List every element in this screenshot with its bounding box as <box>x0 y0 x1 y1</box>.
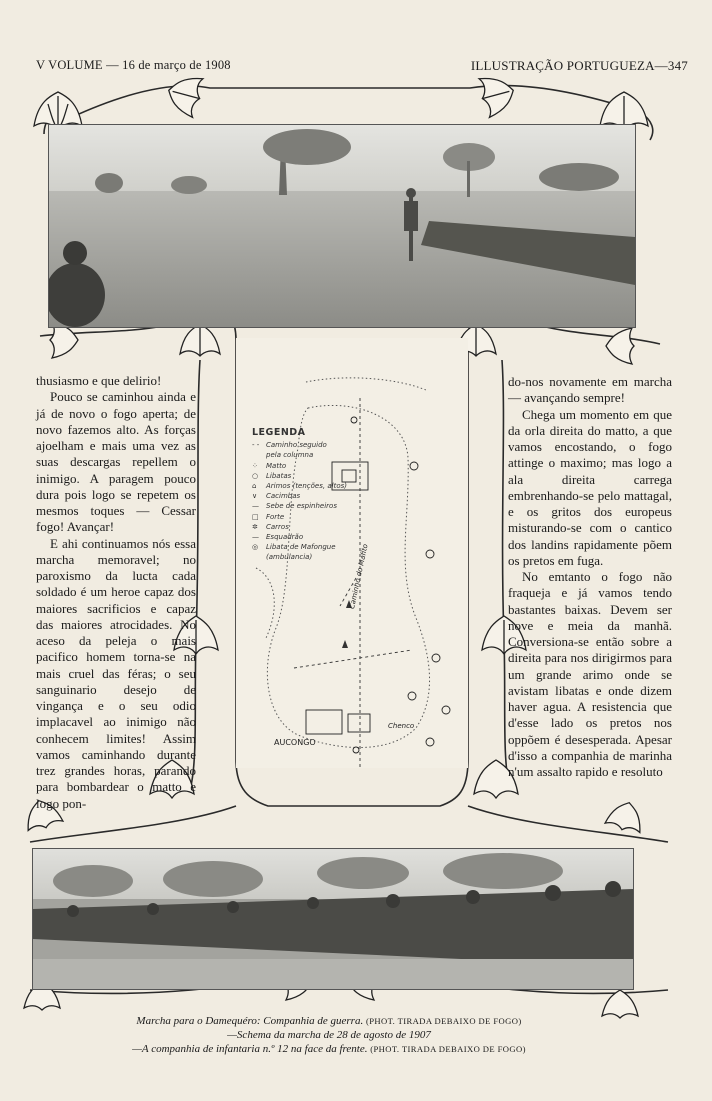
legend-title: LEGENDA <box>252 427 306 438</box>
paragraph: E ahi continuamos nós essa marcha memoravel; no paroxismo da lucta cada soldado é um heroe capaz dos maiores sacrificios e capaz das maiores atrocidades. No aceso da peleja o mais pacifico homem torna-se na mais cruel das féras; o seu sanguinario desejo de vingança e o seu odio implacavel ao inimigo não conhecem limites! Assim vamos caminhando durante trez grandes horas, parando para bombardear o matto e logo pon- <box>36 535 196 811</box>
paragraph: do-nos novamente em marcha — avançando sempre! <box>508 374 672 406</box>
paragraph: No emtanto o fogo não fraqueja e já vamos tendo bastantes baixas. Devem ser nove e meia da manhã. Conversiona-se então sobre a direita para nos dirigirmos para um grande arimo onde se avistam libatas e onde dizem haver agua. A resistencia que d'esse lado os pretos nos oppõem é desesperada. Apesar d'isso a companhia de marinha n'um assalto rapido e resoluto <box>508 569 672 779</box>
article-column-right <box>508 374 672 780</box>
legend-item-8: ✲ Carros <box>252 522 289 531</box>
caption-line-1: Marcha para o Damequéro: Companhia de guerra. (PHOT. TIRADA DEBAIXO DE FOGO) <box>136 1015 522 1027</box>
wagon-wheel-icon: ✲ <box>252 522 258 531</box>
matto-icon: ⁘ <box>252 461 258 470</box>
map-label-road: Caminho do Mafito <box>348 543 370 610</box>
caption-line-3: —A companhia de infantaria n.º 12 na face da frente. (PHOT. TIRADA DEBAIXO DE FOGO) <box>132 1043 526 1055</box>
battle-march-schema-map <box>236 338 468 768</box>
map-label-chenco: Chenco <box>388 722 415 730</box>
caption-line-2: —Schema da marcha de 28 de agosto de 1907 <box>227 1029 431 1041</box>
legend-item-4: ⌂ Arimos (tenções, altos) <box>252 482 347 491</box>
map-legend <box>252 428 347 563</box>
target-icon: ◎ <box>252 543 259 552</box>
squadron-line-icon: — <box>252 533 259 542</box>
legend-item-11: (ambulancia) <box>266 553 313 562</box>
running-header-volume-date: V VOLUME — 16 de março de 1908 <box>36 58 231 72</box>
legend-item-7: □ Forte <box>252 512 285 521</box>
hut-icon: ⌂ <box>252 482 257 491</box>
legend-item-1: pela columna <box>266 451 314 460</box>
dashed-line-icon: ‐ ‐ <box>252 441 260 450</box>
legend-item-3: ○ Libatas <box>252 471 292 480</box>
libata-icon: ○ <box>252 471 259 480</box>
legend-item-2: ⁘ Matto <box>252 461 287 470</box>
photo-infantry-company-front <box>32 848 634 990</box>
paragraph: Pouco se caminhou ainda e já de novo o fogo aperta; de novo fazemos alto. As forças ajoelham e mais uma vez as suas descargas repellem o inimigo. A paragem pouco dura pois logo se repetem os mesmos toques — Cessar fogo! Avançar! <box>36 389 196 535</box>
photo-company-of-war-marching <box>48 124 636 328</box>
paragraph: thusiasmo e que delirio! <box>36 373 162 388</box>
well-icon: ∨ <box>252 492 258 501</box>
hedge-line-icon: — <box>252 502 259 511</box>
legend-item-0: ‐ ‐ Caminho seguido <box>252 441 327 450</box>
legend-item-9: — Esquadrão <box>252 533 304 542</box>
paragraph: Chega um momento em que da orla direita do matto, a que vamos encostando, o fogo attinge o maximo; mas logo a ala direita carrega embrenhando-se pelo mattagal, e os gritos dos europeus misturando-se com o cantico dos landins rapidamente põem os pretos em fuga. <box>508 406 672 568</box>
map-label-aucongo: AUCONGO <box>274 738 316 747</box>
fort-icon: □ <box>252 512 259 521</box>
legend-item-5: ∨ Cacimbas <box>252 492 301 501</box>
article-column-left <box>36 373 196 812</box>
legend-item-10: ◎ Libata de Mafongue <box>252 543 336 552</box>
running-header-title-page: ILLUSTRAÇÃO PORTUGUEZA—347 <box>470 58 688 73</box>
legend-item-6: — Sebe de espinheiros <box>252 502 337 511</box>
